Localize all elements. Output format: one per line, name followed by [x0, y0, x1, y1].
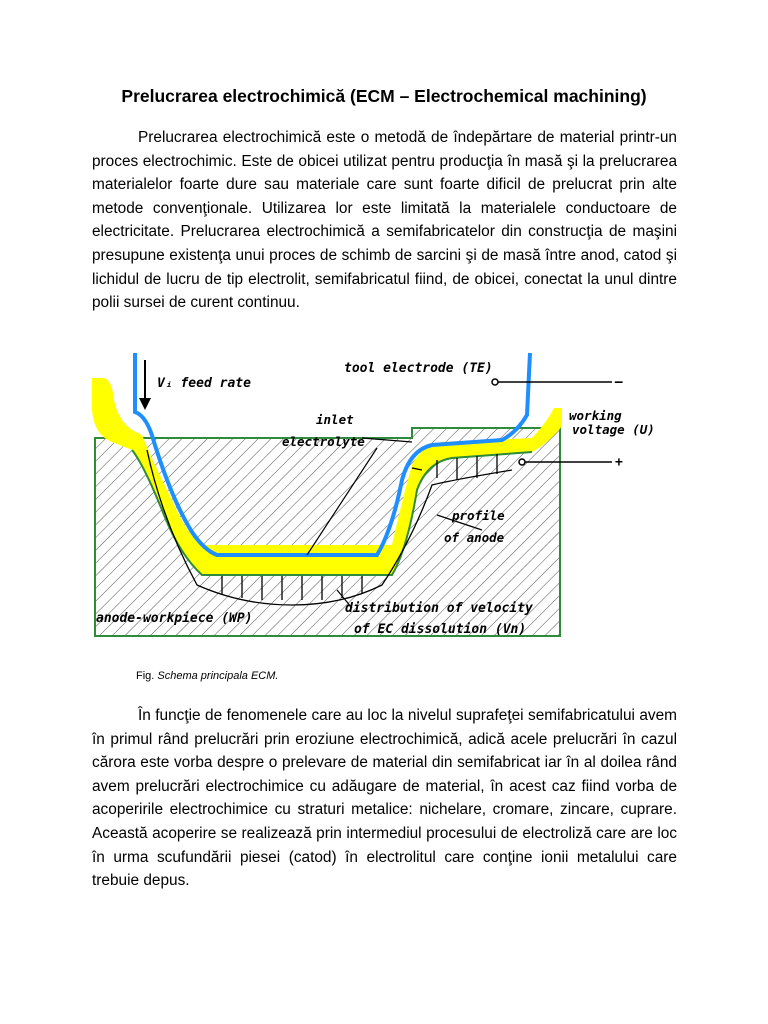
feed-rate-label: Vᵢ feed rate [157, 376, 251, 391]
minus-terminal-label: – [615, 375, 623, 390]
second-paragraph: În funcţie de fenomenele care au loc la nivelul suprafeţei semifabricatului avem în primul rând prelucrări prin eroziune electrochimică, adică acele prelucrări în cazul cărora este vorba despre o prelevare de material din semifabricat iar în al doilea rând avem prelucrări electrochimice cu adăugare de material, în acest caz fiind vorba de acoperirile electrochimice cu straturi metalice: nichelare, cromare, zincare, cuprare. Această acoperire se realizează prin intermediul procesului de electroliză care are loc în urma scufundării piesei (catod) în electrolitul care conţine ionii metalului care trebuie depus. [92, 707, 677, 890]
caption-prefix: Fig. [136, 670, 155, 682]
caption-text: Schema principala ECM. [154, 670, 279, 682]
tool-electrode-label: tool electrode (TE) [344, 361, 493, 376]
ecm-schematic-svg [92, 350, 655, 638]
ecm-schematic-figure [92, 350, 655, 638]
working-label: working [569, 408, 622, 423]
page-title: Prelucrarea electrochimică (ECM – Electrochemical machining) [121, 86, 647, 106]
anode-workpiece-label: anode-workpiece (WP) [96, 611, 253, 626]
profile-label: profile [452, 508, 505, 523]
intro-paragraph: Prelucrarea electrochimică este o metodă de îndepărtare de material printr-un proces electrochimic. Este de obicei utilizat pentru producţia în masă şi la prelucrarea materialelor foarte dure sau materiale care sunt foarte dificil de prelucrat prin alte metode convenţionale. Utilizarea lor este limitată la materialele conductoare de electricitate. Prelucrarea electrochimică a semifabricatelor din construcţia de maşini presupune existenţa unui proces de schimb de sarcini şi de masă între anod, catod şi lichidul de lucru de tip electrolit, semifabricatul fiind, de obicei, conectat la unul dintre polii sursei de curent continuu. [92, 129, 677, 312]
of-anode-label: of anode [444, 530, 505, 545]
distribution-label-line2: of EC dissolution (Vn) [354, 622, 527, 637]
figure-caption [136, 670, 278, 682]
distribution-label-line1: distribution of velocity [345, 601, 533, 616]
plus-terminal-label: + [615, 455, 623, 470]
inlet-label: inlet [316, 412, 354, 427]
voltage-label: voltage (U) [572, 422, 655, 437]
electrolyte-label: electrolyte [282, 434, 365, 449]
